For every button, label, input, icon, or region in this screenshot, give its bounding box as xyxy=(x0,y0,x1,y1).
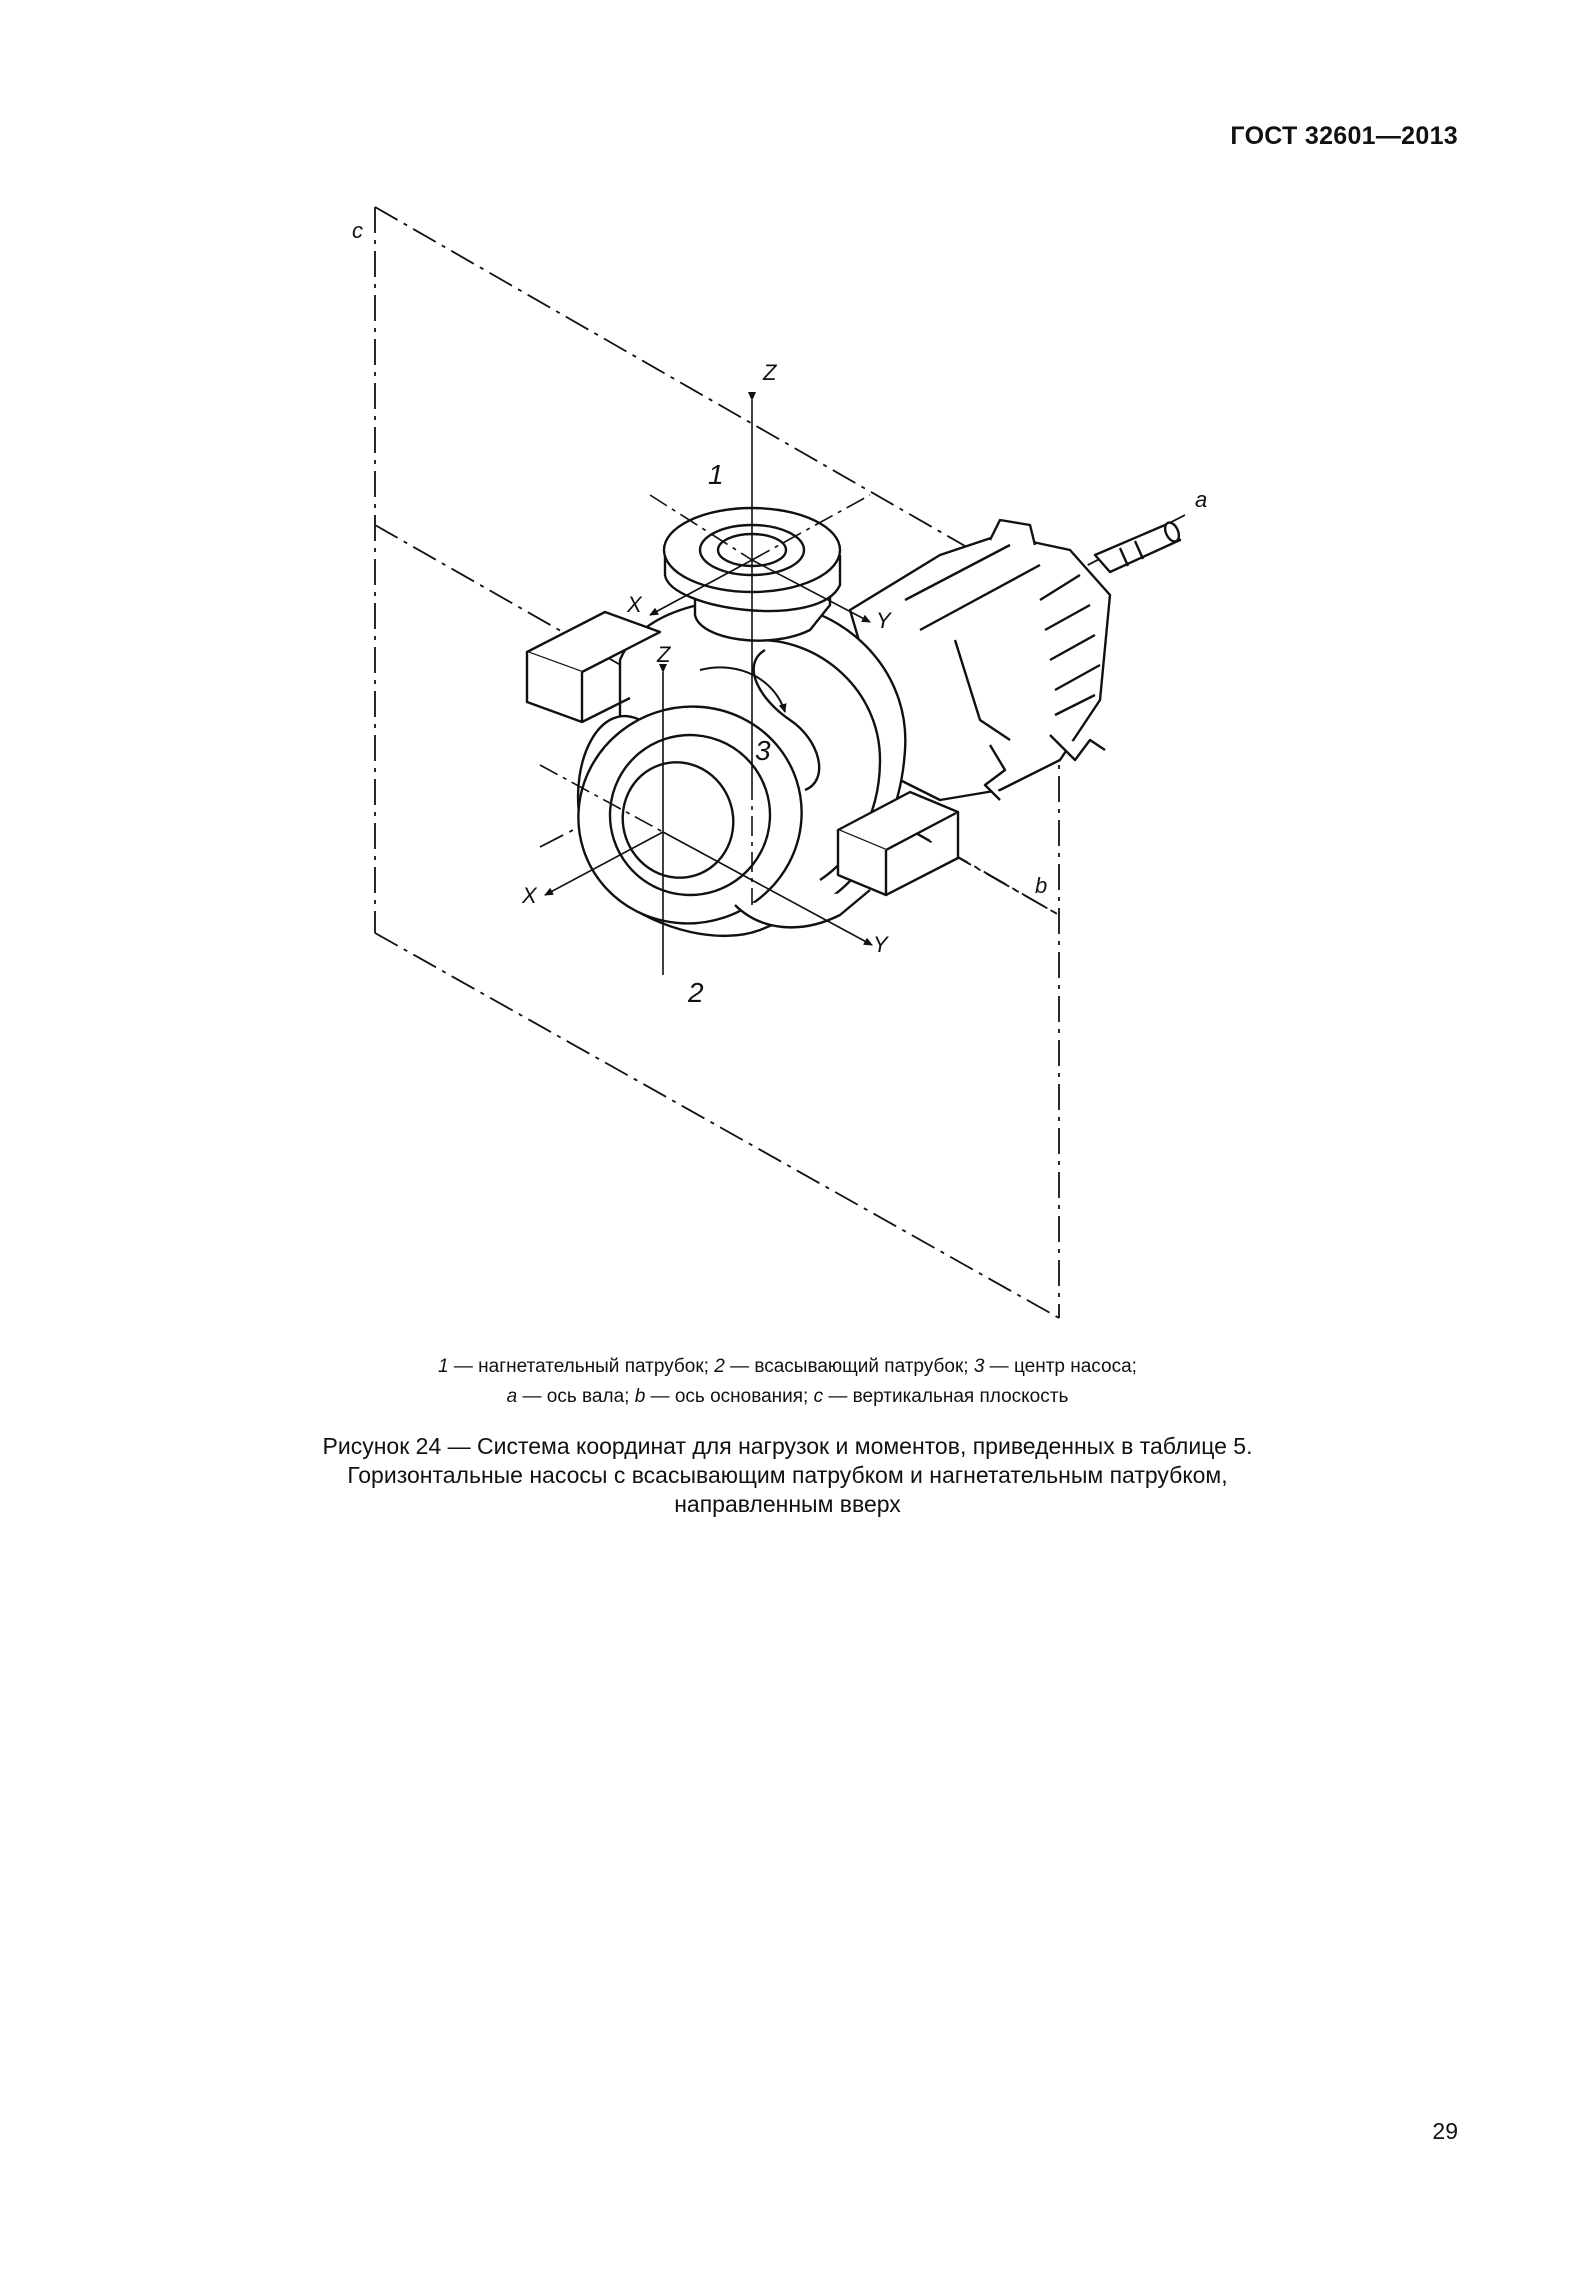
label-z-center: Z xyxy=(657,642,671,667)
label-plane-c: c xyxy=(352,218,363,243)
label-item-2: 2 xyxy=(688,977,704,1008)
label-item-3: 3 xyxy=(755,735,771,766)
label-z-top: Z xyxy=(763,360,777,385)
legend-text: — всасывающий патрубок; xyxy=(724,1356,974,1377)
legend-text: — ось основания; xyxy=(645,1386,814,1407)
legend-key: c xyxy=(813,1386,824,1407)
label-base-b: b xyxy=(1035,873,1048,898)
caption-line-2: Горизонтальные насосы с всасывающим патрубком и нагнетательным патрубком, xyxy=(347,1462,1228,1488)
label-y-bottom: Y xyxy=(873,932,888,957)
legend-key: 3 xyxy=(973,1356,985,1377)
pump-drawing xyxy=(527,508,1182,952)
legend-line-2 xyxy=(0,1382,1575,1412)
legend-key: a xyxy=(506,1386,518,1407)
label-y-top: Y xyxy=(876,608,891,633)
document-header: ГОСТ 32601—2013 xyxy=(1230,122,1458,150)
caption-line-1: Рисунок 24 — Система координат для нагрузок и моментов, приведенных в таблице 5. xyxy=(322,1433,1253,1459)
figure-legend xyxy=(0,1352,1575,1412)
label-x-bottom: X xyxy=(522,883,537,908)
legend-text: — центр насоса; xyxy=(984,1356,1137,1377)
legend-key: 2 xyxy=(714,1356,725,1377)
legend-text: — вертикальная плоскость xyxy=(823,1386,1069,1407)
label-x-top: X xyxy=(627,592,642,617)
label-item-1: 1 xyxy=(708,459,724,490)
page-number: 29 xyxy=(1432,2118,1458,2144)
legend-line-1 xyxy=(0,1352,1575,1382)
legend-key: b xyxy=(634,1386,646,1407)
caption-line-3: направленным вверх xyxy=(674,1491,901,1517)
legend-text: — нагнетательный патрубок; xyxy=(448,1356,715,1377)
legend-key: 1 xyxy=(438,1356,449,1377)
figure-caption xyxy=(0,1432,1575,1519)
label-shaft-a: a xyxy=(1195,487,1208,512)
legend-text: — ось вала; xyxy=(517,1386,635,1407)
